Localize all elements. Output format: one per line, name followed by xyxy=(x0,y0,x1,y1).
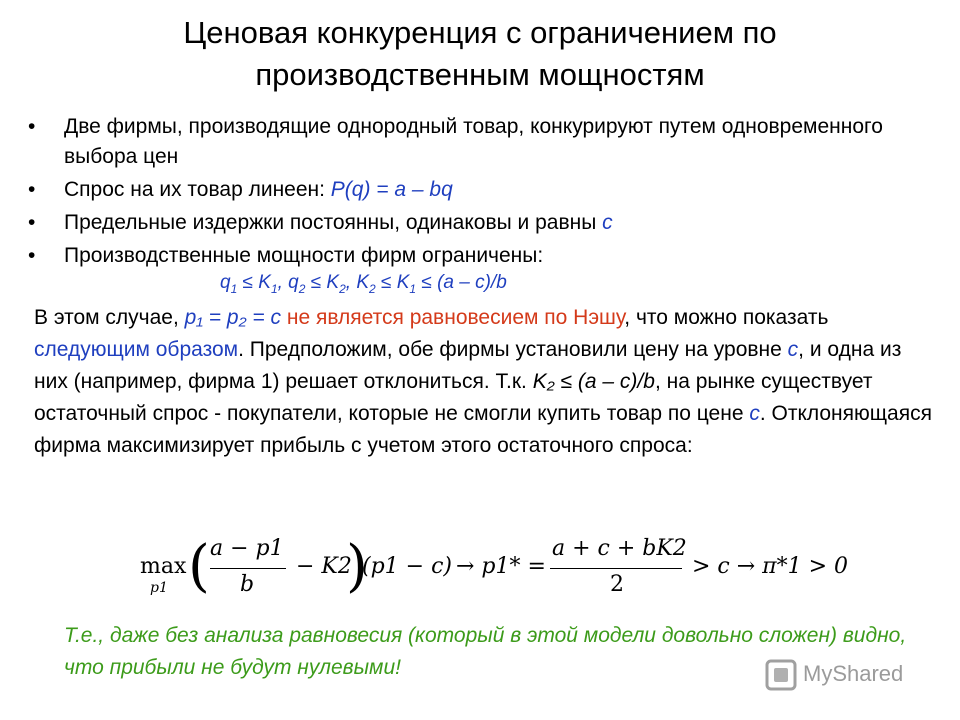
formula-paren-open: ( xyxy=(188,534,210,599)
title-line-2: производственным мощностям xyxy=(255,57,705,92)
cap-sub: 2 xyxy=(298,281,306,296)
para-link-highlight: следующим образом xyxy=(34,338,239,361)
bullet-list xyxy=(28,112,928,274)
formula-max: max xyxy=(140,554,187,579)
cost-formula: c xyxy=(602,211,613,234)
cap-sub: 1 xyxy=(409,281,417,296)
formula-minus-k: − K2 xyxy=(296,554,352,579)
cap-q2: , q xyxy=(277,272,299,293)
cap-k2b: , K xyxy=(345,272,370,293)
formula-max-sub: p1 xyxy=(150,580,168,596)
formula-arrow: → p1* = xyxy=(456,554,546,579)
cap-sub: 1 xyxy=(230,281,238,296)
myshared-logo-icon xyxy=(765,659,797,691)
para-text: . Предположим, обе фирмы установили цену на уровне xyxy=(238,338,788,361)
para-c: c xyxy=(787,338,799,361)
bullet-item xyxy=(28,208,928,238)
formula-frac1-den: b xyxy=(240,572,255,597)
para-text: , и одна из них (например, фирма 1) решает отклониться. Т.к. xyxy=(34,338,902,393)
cap-sub: 2 xyxy=(369,281,376,296)
demand-formula: P(q) = a – bq xyxy=(330,178,453,201)
bullet-item xyxy=(28,241,928,271)
bullet-item xyxy=(28,112,928,172)
main-paragraph xyxy=(34,302,934,462)
conclusion-text: Т.е., даже без анализа равновесия (который в этой модели довольно сложен) видно, что прибыли не будут нулевыми! xyxy=(64,624,907,679)
cap-k1: K xyxy=(252,272,271,293)
bullet-text: Две фирмы, производящие однородный товар, конкурируют путем одновременного выбора цен xyxy=(64,115,883,168)
cap-bound: (a – c)/b xyxy=(431,272,507,293)
bullet-text: Предельные издержки постоянны, одинаковы и равны xyxy=(64,211,603,234)
formula-paren: (p1 − c) xyxy=(362,554,452,579)
bullet-text: Производственные мощности фирм ограничены: xyxy=(64,244,544,267)
capacity-formula: $q_1 \le K_1$, $q_2 \le K_2$, $K_2 \le K_1 \le (a - c)/b$ xyxy=(220,272,507,296)
para-k-condition: K₂ ≤ (a – c)/b xyxy=(532,370,655,393)
para-nash-highlight: не является равновесием по Нэшу xyxy=(281,306,625,329)
cap-sub: 1 xyxy=(270,281,278,296)
bullet-text: Спрос на их товар линеен: xyxy=(64,178,331,201)
formula-frac2-line xyxy=(550,568,682,569)
cap-q1: q xyxy=(220,272,231,293)
cap-sub: 2 xyxy=(339,281,346,296)
title-line-1: Ценовая конкуренция с ограничением по xyxy=(183,15,777,50)
profit-formula xyxy=(140,530,860,610)
formula-frac2-num: a + c + bK2 xyxy=(552,536,687,561)
watermark-text: MyShared xyxy=(803,661,904,686)
para-text: . Отклоняющаяся фирма максимизирует прибыль с учетом этого остаточного спроса: xyxy=(34,402,932,457)
para-equality: p₁ = p₂ = c xyxy=(184,306,282,329)
formula-frac1-line xyxy=(210,568,286,569)
formula-paren-close: ) xyxy=(346,534,368,599)
watermark xyxy=(765,657,925,693)
cap-k1b: K xyxy=(391,272,410,293)
para-text: В этом случае, xyxy=(34,306,185,329)
formula-frac2-den: 2 xyxy=(610,572,624,597)
bullet-item xyxy=(28,175,928,205)
cap-k2: K xyxy=(321,272,340,293)
formula-tail: > c → π*1 > 0 xyxy=(692,554,849,579)
formula-frac1-num: a − p1 xyxy=(210,536,284,561)
para-text: , на рынке существует остаточный спрос - покупатели, которые не смогли купить товар по цене xyxy=(34,370,873,425)
slide-title xyxy=(0,12,960,96)
para-text: , что можно показать xyxy=(624,306,829,329)
para-c: c xyxy=(749,402,760,425)
